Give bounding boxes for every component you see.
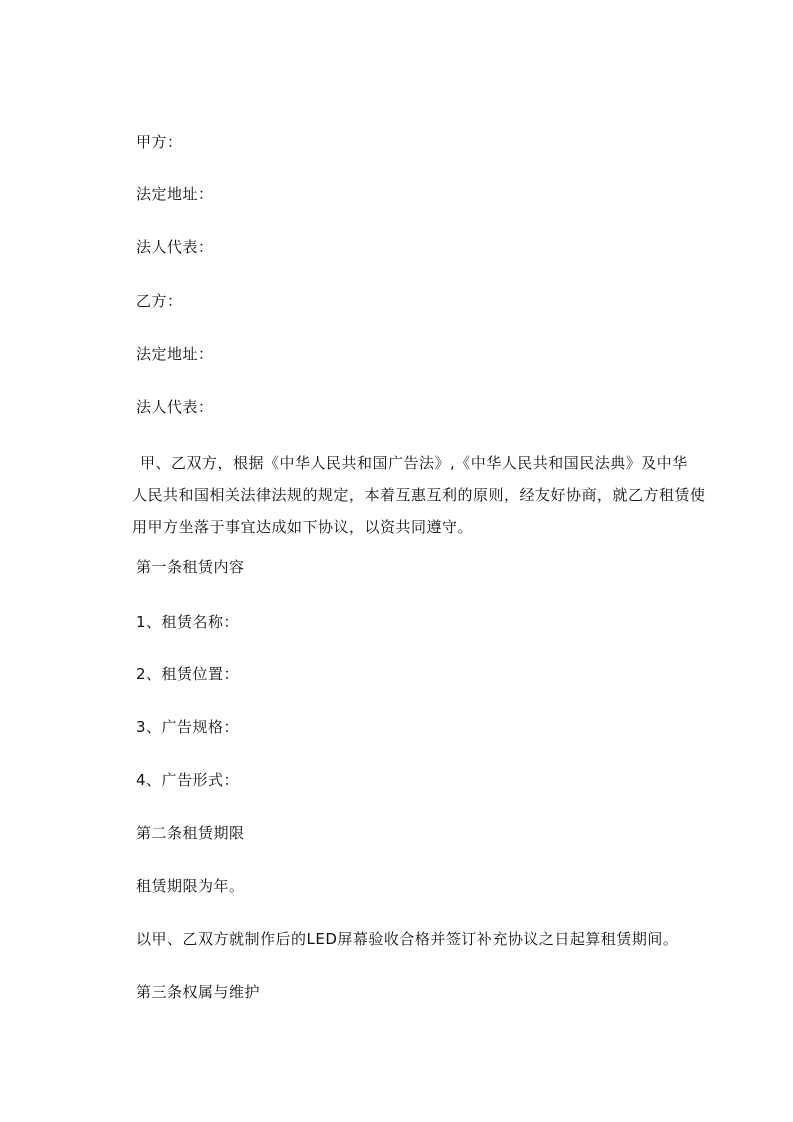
intro-line: 用甲方坐落于事宜达成如下协议，以资共同遵守。 — [132, 518, 474, 536]
ad-format-item: 4、广告形式： — [136, 771, 240, 789]
ad-specification-item: 3、广告规格： — [136, 718, 240, 736]
party-a-address-label: 法定地址： — [136, 185, 214, 203]
intro-paragraph — [132, 447, 706, 543]
party-b-label: 乙方： — [136, 292, 183, 310]
party-b-address-label: 法定地址： — [136, 345, 214, 363]
lease-term-text: 租赁期限为年。 — [136, 877, 245, 895]
party-a-representative-label: 法人代表： — [136, 238, 214, 256]
article-1-heading: 第一条租赁内容 — [136, 558, 245, 576]
article-2-heading: 第二条租赁期限 — [136, 824, 245, 842]
lease-term-start-text: 以甲、乙双方就制作后的LED屏幕验收合格并签订补充协议之日起算租赁期间。 — [136, 930, 679, 948]
lease-location-item: 2、租赁位置： — [136, 665, 240, 683]
article-3-heading: 第三条权属与维护 — [136, 983, 261, 1001]
party-b-representative-label: 法人代表： — [136, 398, 214, 416]
party-a-label: 甲方： — [136, 133, 183, 151]
intro-line: 甲、乙双方，根据《中华人民共和国广告法》,《中华人民共和国民法典》及中华 — [140, 454, 688, 472]
lease-name-item: 1、租赁名称： — [136, 613, 240, 631]
intro-line: 人民共和国相关法律法规的规定，本着互惠互利的原则，经友好协商，就乙方租赁使 — [132, 486, 706, 504]
